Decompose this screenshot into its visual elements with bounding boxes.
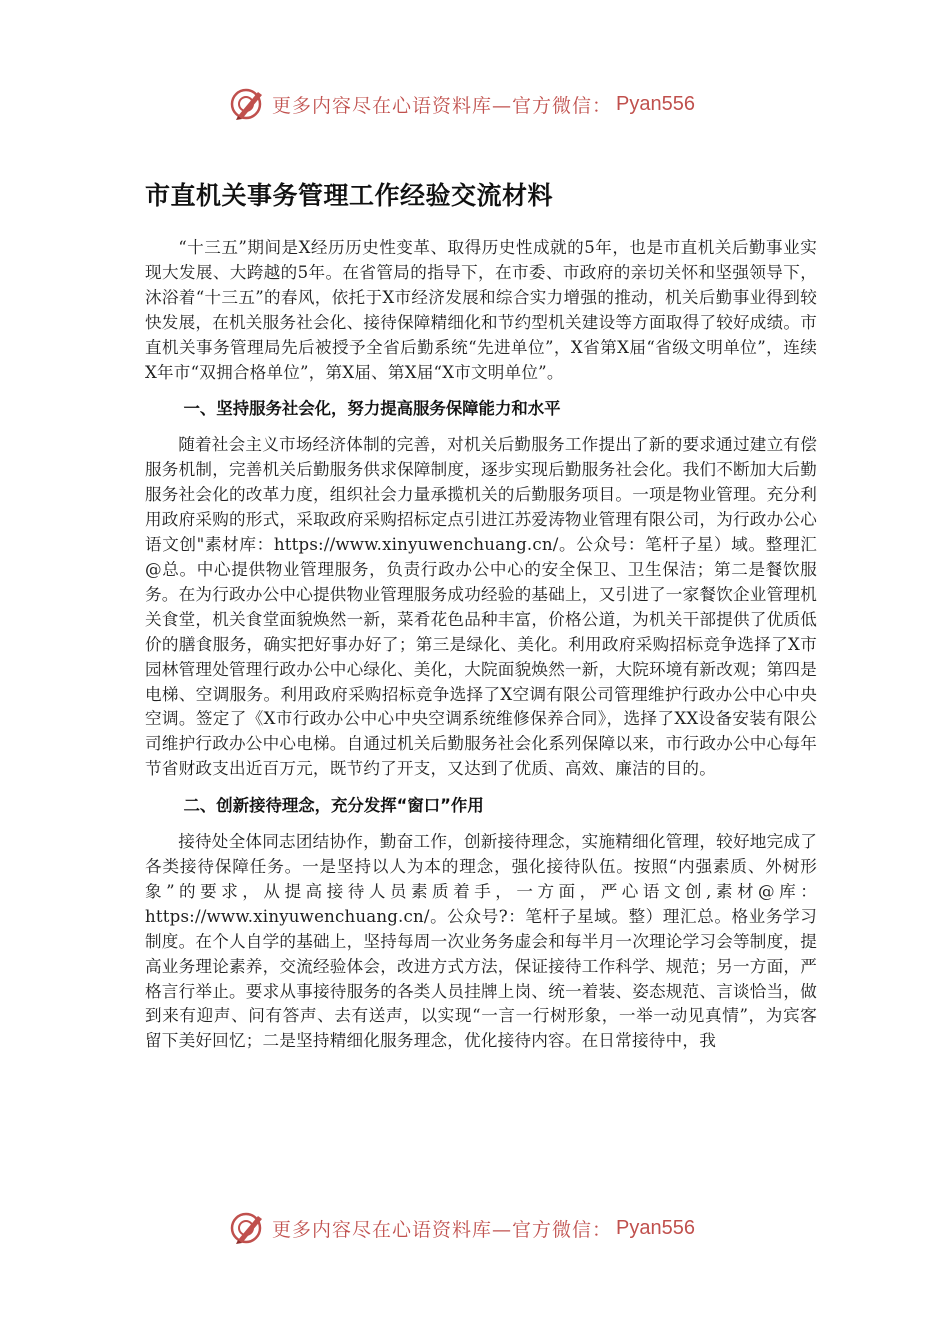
section-paragraph-1: 随着社会主义市场经济体制的完善，对机关后勤服务工作提出了新的要求通过建立有偿服务机制，完善机关后勤服务供求保障制度，逐步实现后勤服务社会化。我们不断加大后勤服务社会化的改革力度，组织社会力量承揽机关的后勤服务项目。一项是物业管理。充分利用政府采购的形式，采取政府采购招标定点引进江苏爱涛物业管理有限公司，为行政办公心语文创"素材库：https://www.xinyuwenchuang.cn/。公众号：笔杆子星）域。整理汇@总。中心提供物业管理服务，负责行政办公中心的安全保卫、卫生保洁；第二是餐饮服务。在为行政办公中心提供物业管理服务成功经验的基础上，又引进了一家餐饮企业管理机关食堂，机关食堂面貌焕然一新，菜肴花色品种丰富，价格公道，为机关干部提供了优质低价的膳食服务，确实把好事办好了；第三是绿化、美化。利用政府采购招标竞争选择了X市园林管理处管理行政办公中心绿化、美化，大院面貌焕然一新，大院环境有新改观；第四是电梯、空调服务。利用政府采购招标竞争选择了X空调有限公司管理维护行政办公中心中央空调。签定了《X市行政办公中心中央空调系统维修保养合同》，选择了XX设备安装有限公司维护行政办公中心电梯。自通过机关后勤服务社会化系列保障以来，市行政办公中心每年节省财政支出近百万元，既节约了开支，又达到了优质、高效、廉洁的目的。 bbox=[145, 435, 817, 779]
footer-watermark-banner bbox=[228, 1208, 748, 1248]
banner-wechat-id: Pyan556 bbox=[616, 1216, 695, 1239]
document-title: 市直机关事务管理工作经验交流材料 bbox=[145, 181, 554, 210]
intro-paragraph: “十三五”期间是X经历历史性变革、取得历史性成就的5年，也是市直机关后勤事业实现大发展、大跨越的5年。在省管局的指导下，在市委、市政府的亲切关怀和坚强领导下，沐浴着“十三五”的春风，依托于X市经济发展和综合实力增强的推动，机关后勤事业得到较快发展，在机关服务社会化、接待保障精细化和节约型机关建设等方面取得了较好成绩。市直机关事务管理局先后被授予全省后勤系统“先进单位”，X省第X届“省级文明单位”，连续X年市“双拥合格单位”，第X届、第X届“X市文明单位”。 bbox=[145, 238, 817, 382]
pen-logo-icon bbox=[228, 1208, 268, 1248]
banner-text: 更多内容尽在心语资料库—官方微信： bbox=[272, 94, 613, 117]
pen-logo-icon bbox=[228, 84, 268, 124]
section-heading-1: 一、坚持服务社会化，努力提高服务保障能力和水平 bbox=[183, 399, 561, 419]
section-paragraph-2: 接待处全体同志团结协作，勤奋工作，创新接待理念，实施精细化管理，较好地完成了各类接待保障任务。一是坚持以人为本的理念，强化接待队伍。按照“内强素质、外树形象”的要求，从提高接待人员素质着手，一方面，严心语文创,素材@库：https://www.xinyuwenchuang.cn/。公众号?：笔杆子星域。整）理汇总。格业务学习制度。在个人自学的基础上，坚持每周一次业务务虚会和每半月一次理论学习会等制度，提高业务理论素养，交流经验体会，改进方式方法，保证接待工作科学、规范；另一方面，严格言行举止。要求从事接待服务的各类人员挂牌上岗、统一着装、姿态规范、言谈恰当，做到来有迎声、问有答声、去有送声，以实现“一言一行树形象，一举一动见真情”，为宾客留下美好回忆；二是坚持精细化服务理念，优化接待内容。在日常接待中，我 bbox=[145, 832, 817, 1051]
document-body bbox=[145, 176, 817, 1054]
banner-wechat-id: Pyan556 bbox=[616, 92, 695, 115]
header-watermark-banner bbox=[228, 84, 748, 124]
banner-text: 更多内容尽在心语资料库—官方微信： bbox=[272, 1218, 613, 1241]
section-heading-2: 二、创新接待理念，充分发挥“窗口”作用 bbox=[183, 796, 484, 816]
